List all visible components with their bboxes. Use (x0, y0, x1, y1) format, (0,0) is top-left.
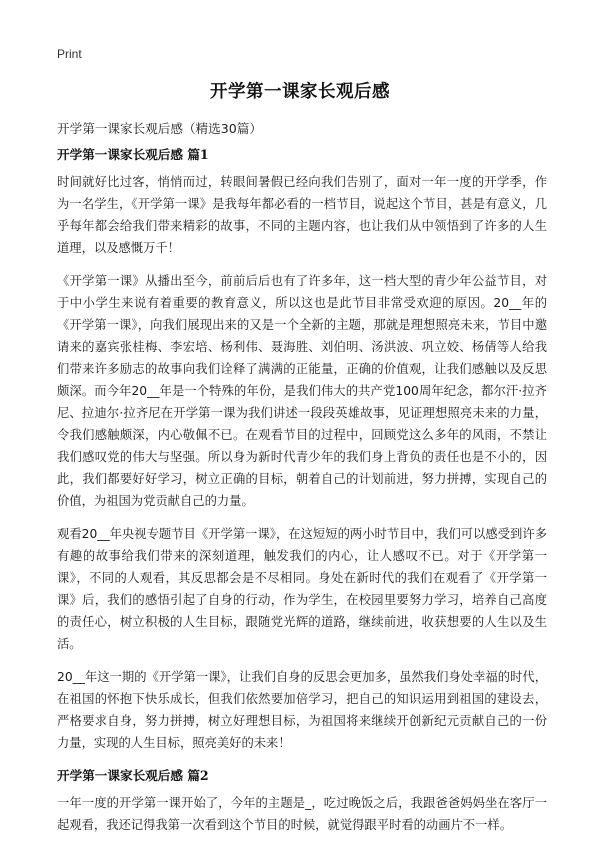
print-label[interactable]: Print (57, 47, 82, 61)
section-heading-2: 开学第一课家长观后感 篇2 (57, 768, 209, 783)
paragraph: 时间就好比过客，悄悄而过，转眼间暑假已经向我们告别了，面对一年一度的开学季，作为一名学生，《开学第一课》是我每年都必看的一档节目，说起这个节目，甚是有意义，几乎每年都会给我们带来精彩的故事，不同的主题内容，也让我们从中领悟到了许多的人生道理，以及感慨万千！ (57, 175, 547, 255)
document-body (57, 118, 547, 847)
paragraph: 一年一度的开学第一课开始了，今年的主题是_，吃过晚饭之后，我跟爸爸妈妈坐在客厅一起观看，我还记得我第一次看到这个节目的时候，就觉得跟平时看的动画片不一样。 (57, 796, 547, 832)
paragraph: 20__年这一期的《开学第一课》，让我们自身的反思会更加多，虽然我们身处幸福的时代，在祖国的怀抱下快乐成长，但我们依然要加倍学习，把自己的知识运用到祖国的建设去，严格要求自身，努力拼搏，树立好理想目标，为祖国将来继续开创新纪元贡献自己的一份力量，实现的人生目标，照亮美好的未来！ (57, 670, 547, 750)
document-subtitle: 开学第一课家长观后感（精选30篇） (57, 121, 262, 136)
section-heading-1: 开学第一课家长观后感 篇1 (57, 147, 209, 162)
paragraph: 《开学第一课》从播出至今，前前后后也有了许多年，这一档大型的青少年公益节目，对于中小学生来说有着重要的教育意义，所以这也是此节目非常受欢迎的原因。20__年的《开学第一课》，向我们展现出来的又是一个全新的主题，那就是理想照亮未来，节目中邀请来的嘉宾张桂梅、李宏培、杨利伟、聂海胜、刘伯明、汤洪波、巩立姣、杨倩等人给我们带来许多励志的故事向我们诠释了满满的正能量，正确的价值观，让我们感触以及反思颇深。而今年20__年是一个特殊的年份，是我们伟大的共产党100周年纪念，都尔汗·拉齐尼、拉迪尔·拉齐尼在开学第一课为我们讲述一段段英雄故事，见证理想照亮未来的力量，令我们感触颇深，内心敬佩不已。在观看节目的过程中，回顾党这么多年的风雨，不禁让我们感叹党的伟大与坚强。所以身为新时代青少年的我们身上背负的责任也是不小的，因此，我们都要好好学习，树立正确的目标，朝着自己的计划前进，努力拼搏，实现自己的价值，为祖国为党贡献自己的力量。 (57, 274, 547, 508)
paragraph: 观看20__年央视专题节目《开学第一课》，在这短短的两小时节目中，我们可以感受到许多有趣的故事给我们带来的深刻道理，触发我们的内心，让人感叹不已。对于《开学第一课》，不同的人观看，其反思都会是不尽相同。身处在新时代的我们在观看了《开学第一课》后，我们的感悟引起了自身的行动，作为学生，在校园里要努力学习，培养自己高度的责任心，树立积极的人生目标，跟随党光辉的道路，继续前进，收获想要的人生以及生活。 (57, 527, 547, 651)
document-title: 开学第一课家长观后感 (210, 82, 390, 102)
